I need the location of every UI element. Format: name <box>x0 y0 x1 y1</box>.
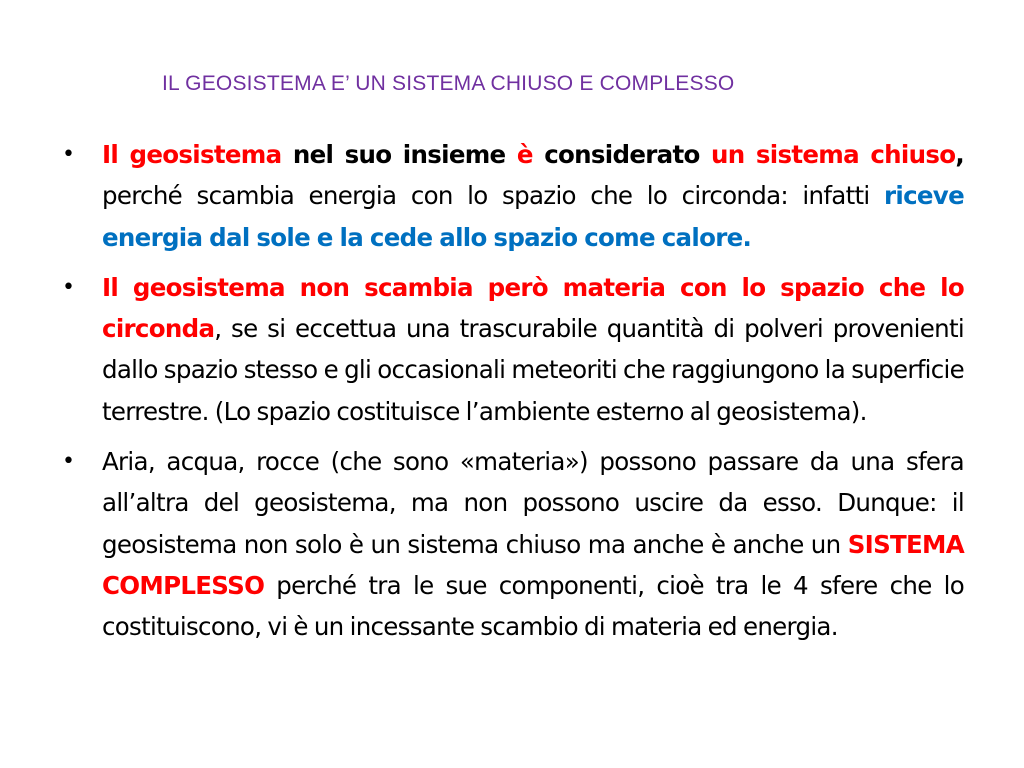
term-is: è <box>516 140 533 169</box>
bullet-item-no-matter-exchange <box>62 267 964 432</box>
term-no-matter-exchange: Il geosistema non scambia però materia con lo spazio che lo circonda <box>102 272 964 344</box>
comma: , <box>955 140 964 169</box>
term-geosystem: Il geosistema <box>102 140 282 169</box>
slide-title: IL GEOSISTEMA E’ UN SISTEMA CHIUSO E COMPLESSO <box>162 72 735 95</box>
text-segment: , se si eccettua una trascurabile quantità di polveri provenienti dallo spazio stesso e gli occasionali meteoriti che raggiungono la superficie terrestre. (Lo spazio costituisce l’ambiente esterno al geosistema). <box>102 314 964 426</box>
text-segment: perché tra le sue componenti, cioè tra le 4 sfere che lo costituiscono, vi è un incessante scambio di materia ed energia. <box>102 570 964 642</box>
bullet-marker-icon: • <box>62 449 75 475</box>
text-segment: Aria, acqua, rocce (che sono «materia») possono passare da una sfera all’altra del geosistema, ma non possono uscire da esso. Dunque: il geosistema non solo è un sistema chiuso ma anche è anche un <box>102 447 964 559</box>
text-bold-segment: nel suo insieme <box>281 140 517 169</box>
bullet-item-closed-system <box>62 134 964 258</box>
term-complex-system: SISTEMA COMPLESSO <box>102 529 964 600</box>
term-closed-system: un sistema chiuso <box>711 140 956 169</box>
bullet-marker-icon: • <box>62 142 75 167</box>
term-energy-exchange: riceve energia dal sole e la cede allo spazio come calore. <box>102 181 964 252</box>
text-bold-segment: considerato <box>532 140 712 169</box>
text-segment: perché scambia energia con lo spazio che lo circonda: infatti <box>102 181 884 211</box>
bullet-item-complex-system <box>62 441 964 647</box>
bullet-marker-icon: • <box>62 274 75 300</box>
bullet-list <box>62 134 964 657</box>
